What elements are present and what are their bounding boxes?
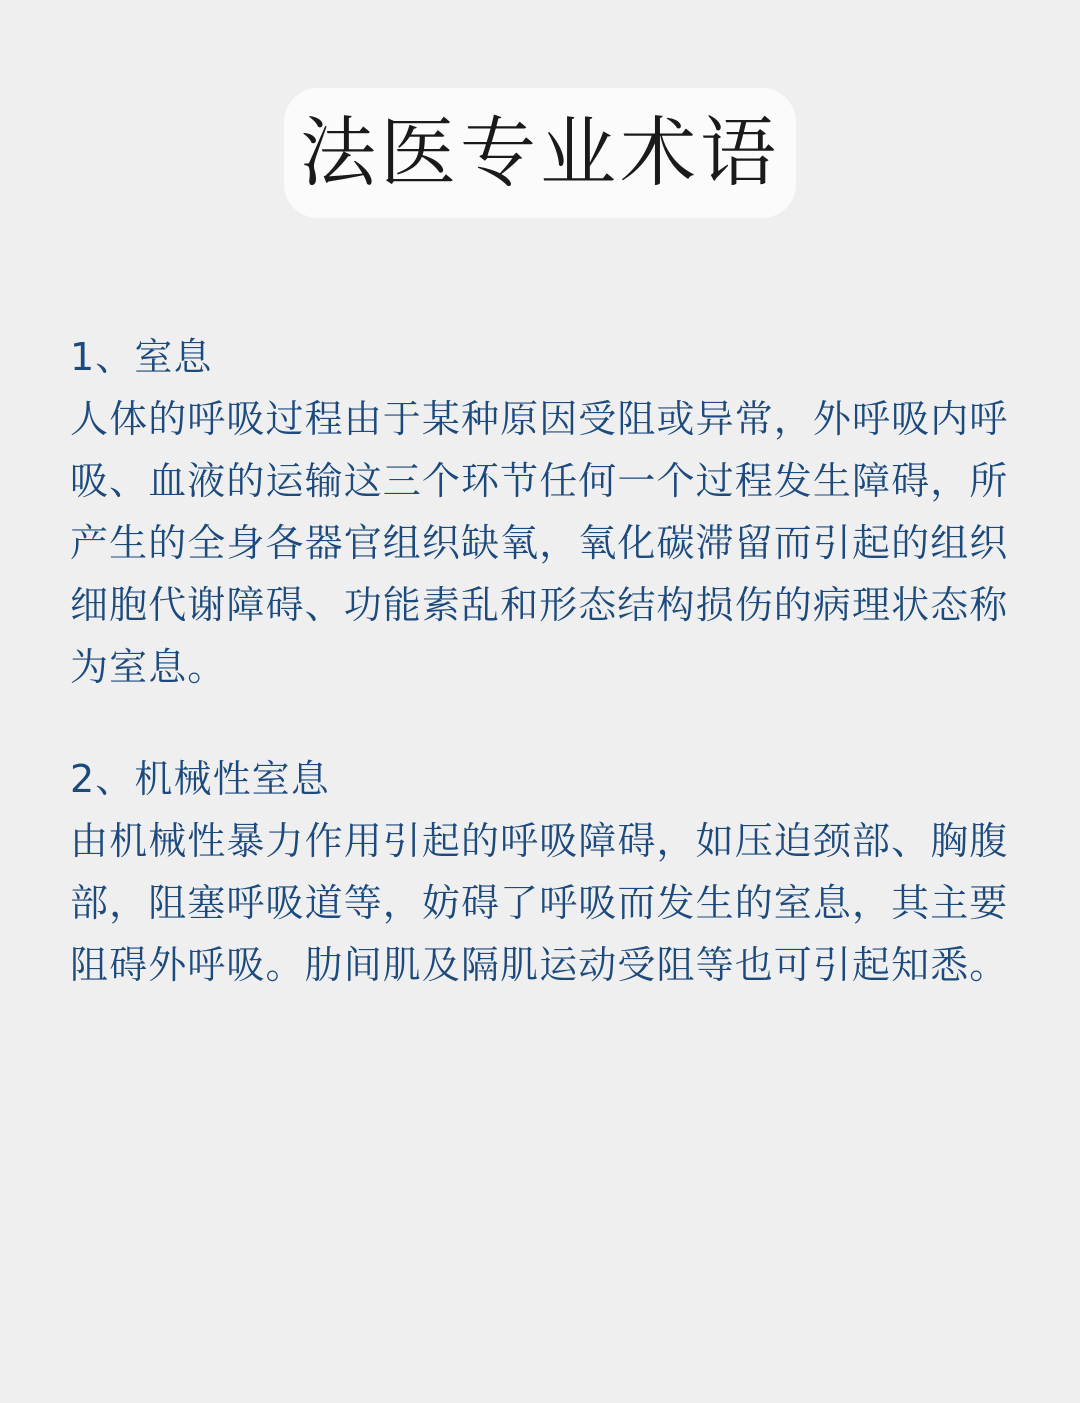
title-card [284, 88, 796, 218]
term-section-2 [70, 748, 1010, 996]
term-definition-2: 由机械性暴力作用引起的呼吸障碍，如压迫颈部、胸腹部，阻塞呼吸道等，妨碍了呼吸而发生的室息，其主要阻碍外呼吸。肋间肌及隔肌运动受阻等也可引起知悉。 [70, 819, 1009, 987]
term-heading-2: 2、机械性室息 [70, 757, 330, 801]
term-section-1 [70, 326, 1010, 698]
term-heading-1: 1、室息 [70, 335, 213, 379]
page-title: 法医专业术语 [300, 108, 780, 197]
term-definition-1: 人体的呼吸过程由于某种原因受阻或异常，外呼吸内呼吸、血液的运输这三个环节任何一个过程发生障碍，所产生的全身各器官组织缺氧，氧化碳滞留而引起的组织细胞代谢障碍、功能素乱和形态结构损伤的病理状态称为室息。 [70, 397, 1009, 689]
